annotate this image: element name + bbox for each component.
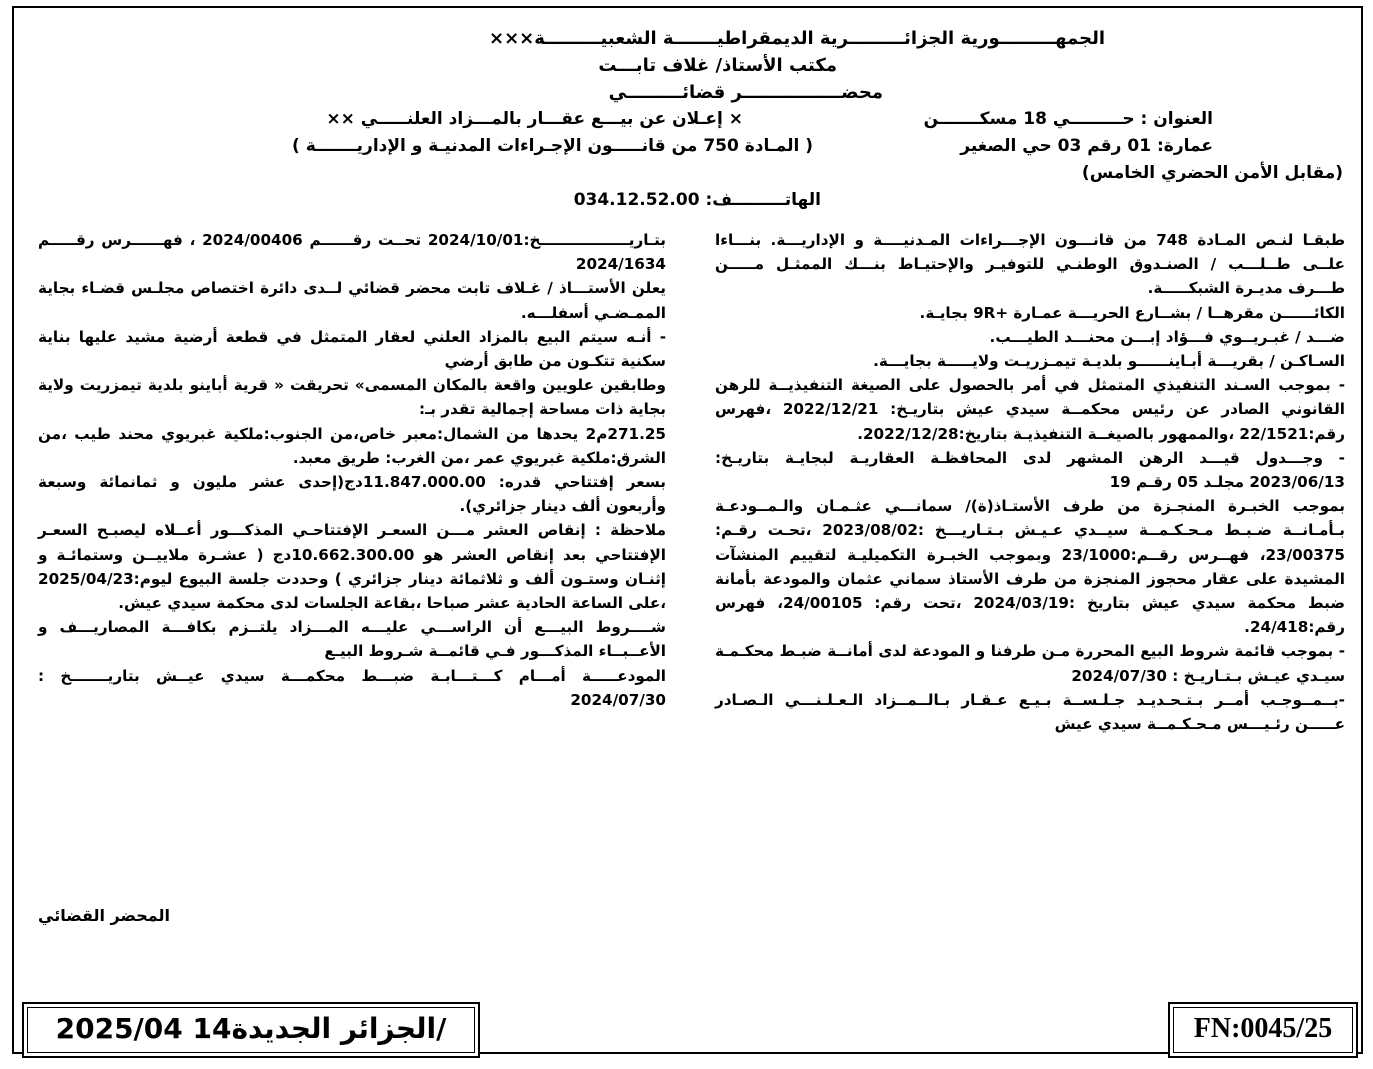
paragraph: ملاحظة : إنقاص العشر مـــن السعـر الإفتتاحـي المذكـــور أعــلاه ليصبـح السعـر الإفتتاحي بعد إنقاص العشر هو 10.662.300.00دج ( عشـرة ملاييــن وستمائـة و إثنـان وستـون ألف و ثلاثمائة دينار جزائري ) وحددت جلسة البيوع ليوم:2025/04/23 ،على الساعة الحادية عشر صباحا ،بقاعة الجلسات لدى محكمة سيدي عيش. <box>38 521 666 613</box>
paragraph: - بموجب قائمة شروط البيع المحررة مـن طرفنا و المودعة لدى أمانــة ضبـط محكـمـة سيـدي عيـش بـتـاريـخ : 2024/07/30 <box>715 642 1345 685</box>
paragraph: شــــروط البيـــع أن الراســـي عليـــه المـــزاد يلتــزم بكافـــة المصاريـــف و الأعــبــاء المذكـــور فـي قائمــة شـروط البيـع <box>38 618 666 661</box>
office-name: مكتب الأستاذ/ غلاف تابـــت <box>598 55 837 76</box>
paragraph: ضـــد / غبـريــوي فـــؤاد إبـــن محنـــد الطيـــب. <box>989 327 1345 346</box>
paragraph: - بموجب السـند التنفيذي المتمثل في أمر بالحصول على الصيغة التنفيذيــة للرهن القانوني الصادر عن رئيس محكمــة سيدي عيش بتاريـخ: 2022/12/21 ،فهرس رقم:22/1521 ،والممهور بالصيغــة التنفيذيـة بتاريخ:2022/12/28. <box>715 376 1345 443</box>
article-reference: ( المـادة 750 من قانـــــون الإجـراءات المدنيـة و الإداريـــــــة ) <box>292 136 813 156</box>
left-column <box>38 228 666 712</box>
paragraph: بتـاريـــــــــــــــــخ:2024/10/01 تحــت رقــــــم 2024/00406 ، فهــــــرس رقـــــم 2024/1634 <box>38 231 666 274</box>
phone-number: الهاتـــــــــف: 034.12.52.00 <box>573 190 821 210</box>
paragraph: - وجـــدول قيـــد الرهن المشهر لدى المحافظـة العقاريـة لبجايـة بتاريـخ: 2023/06/13 مجلـد 05 رقـم 19 <box>715 448 1345 492</box>
paragraph: المودعـــــة أمـــام كـــتـــابـة ضبـــط محكمـــة سيدي عيــش بتاريـــــــخ : 2024/07/30 <box>38 666 666 709</box>
address-line2: عمارة: 01 رقم 03 حي الصغير <box>960 136 1213 156</box>
address-label: العنوان : حـــــــــي 18 مسكـــــــن <box>923 109 1213 129</box>
paragraph: 271.25م2 يحدها من الشمال:معبر خاص،من الجنوب:ملكية غبريوي محند طيب ،من الشرق:ملكية غبريوي عمر ،من الغرب: طريق معبد. <box>38 424 666 467</box>
right-column <box>715 228 1345 736</box>
fn-code-box <box>1168 1002 1358 1058</box>
fn-code: FN:0045/25 <box>1193 1013 1333 1044</box>
paragraph: يعلن الأستـــاذ / غـلاف تابت محضر قضائي لــدى دائرة اختصاص مجلـس قضـاء بجاية الممـضـي أسفلـــه. <box>38 279 666 322</box>
paragraph: بموجب الخبـرة المنجـزة من طرف الأستـاذ(ة)/ سمانـــي عثـمـان والـمــودعـة بـأمـانــة ضـبـط مـحـكـمــة سيــدي عـيـش بـتـاريـــخ :2023/08/02 ،تحـت رقـم: 23/00375، فهــرس رقــم:23/1000 وبموجب الخبـرة التكميليـة لتقييم المنشآت المشيدة على عقار محجوز المنجزة من طرف الأستاذ سماني عثمان والمودعة بأمانة ضبط محكمة سيدي عيش بتاريخ :2024/03/19 ،تحت رقم: 24/00105، فهرس رقم:24/418. <box>715 497 1346 637</box>
paragraph: بسعر إفتتاحي قدره: 11.847.000.00دج(إحدى عشر مليون و ثمانمائة وسبعة وأربعون ألف دينار جزائري). <box>38 473 666 516</box>
address-line3: (مقابل الأمن الحضري الخامس) <box>1081 163 1343 183</box>
bailiff-title: محضــــــــــــــــر قضائـــــــــي <box>608 82 883 103</box>
paragraph: -بــمــوجـب أمــر بـتـحـديـد جـلـســة بـيـع عـقـار بـالــمــزاد الـعـلـنـــي الـصـادر عـــــن رئـيـــس مـحـكـمــة سيدي عيش <box>715 690 1345 734</box>
paragraph: - أنـه سيتم البيع بالمزاد العلني لعقار المتمثل في قطعة أرضية مشيد عليها بناية سكنية تتكـون من طابق أرضي <box>38 327 666 371</box>
paragraph: طبقـا لنـص المـادة 748 من قانـــون الإجـــراءات المـدنيــــة و الإداريـــة. بنـــاءا علــى طــلـــب / الصنـدوق الوطنـي للتوفيـر والإحتيـاط بنـــك الممثـل مـــــن طـــرف مديـرة الشبكـــــة. <box>715 231 1345 298</box>
newspaper-date-box <box>22 1002 480 1058</box>
republic-heading: الجمهـــــــــورية الجزائـــــــــرية الديمقراطيـــــــة الشعبيـــــــــة××× <box>488 28 1105 49</box>
newspaper-date: الجزائر الجديدة14 2025/04/ <box>55 1012 447 1045</box>
signature-label: المحضر القضائي <box>38 906 171 925</box>
paragraph: الكائــــــن مقرهــا / بشــارع الحريـــة عمـارة +9R بجايـة. <box>919 303 1345 322</box>
paragraph: وطابقين علويين واقعة بالمكان المسمى» تحريقت « قرية أباينو بلدية تيمزريت ولاية بجاية ذات مساحة إجمالية تقدر بـ: <box>38 376 666 419</box>
paragraph: السـاكـن / بقريـــة أبـاينــــــو بلديـة تيمـزريـت ولايـــــة بجايـــة. <box>873 352 1345 371</box>
announcement-title: × إعـلان عن بيـــع عقـــار بالمـــزاد العلنـــــي ×× <box>326 109 743 129</box>
